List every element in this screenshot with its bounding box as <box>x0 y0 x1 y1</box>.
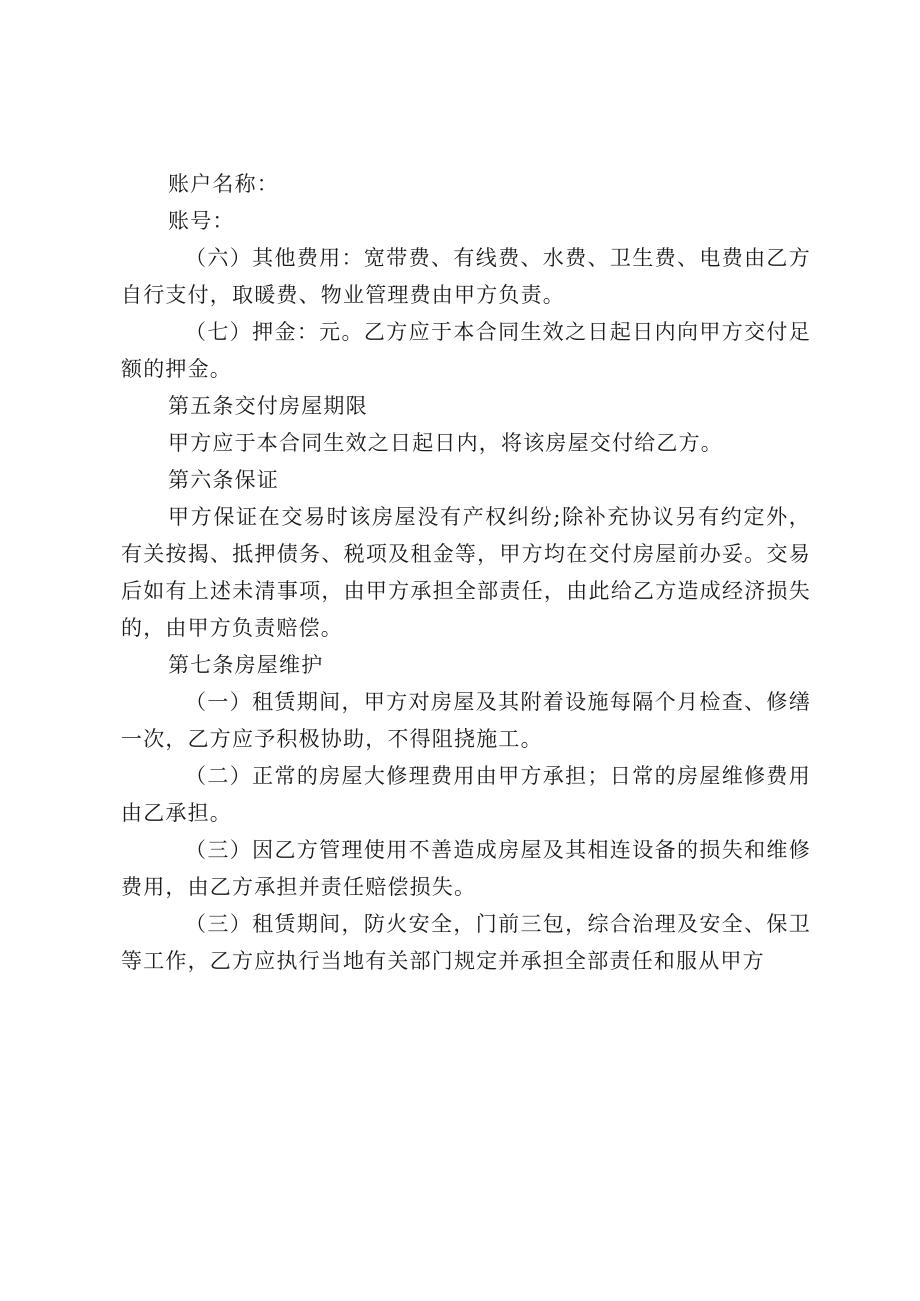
article-5-body: 甲方应于本合同生效之日起日内，将该房屋交付给乙方。 <box>168 431 723 455</box>
article-7-heading: 第七条房屋维护 <box>168 653 324 677</box>
article-5-heading: 第五条交付房屋期限 <box>168 394 368 418</box>
article-7-item-2: （二）正常的房屋大修理费用由甲方承担；日常的房屋维修费用由乙承担。 <box>121 764 811 825</box>
clause-other-fees: （六）其他费用：宽带费、有线费、水费、卫生费、电费由乙方自行支付，取暖费、物业管理费由甲方负责。 <box>121 246 811 307</box>
article-7-item-1: （一）租赁期间，甲方对房屋及其附着设施每隔个月检查、修缮一次，乙方应予积极协助，不得阻挠施工。 <box>121 690 811 751</box>
article-6-heading: 第六条保证 <box>168 468 279 492</box>
article-7-item-3: （三）因乙方管理使用不善造成房屋及其相连设备的损失和维修费用，由乙方承担并责任赔偿损失。 <box>121 838 811 899</box>
clause-deposit: （七）押金：元。乙方应于本合同生效之日起日内向甲方交付足额的押金。 <box>121 320 811 381</box>
article-6-body: 甲方保证在交易时该房屋没有产权纠纷;除补充协议另有约定外，有关按揭、抵押债务、税项及租金等，甲方均在交付房屋前办妥。交易后如有上述未清事项，由甲方承担全部责任，由此给乙方造成经济损失的，由甲方负责赔偿。 <box>121 505 811 640</box>
account-number-line: 账号： <box>168 209 235 233</box>
document-body <box>121 166 811 980</box>
account-name-line: 账户名称： <box>168 172 279 196</box>
article-7-item-3b: （三）租赁期间，防火安全，门前三包，综合治理及安全、保卫等工作，乙方应执行当地有关部门规定并承担全部责任和服从甲方 <box>121 912 811 973</box>
